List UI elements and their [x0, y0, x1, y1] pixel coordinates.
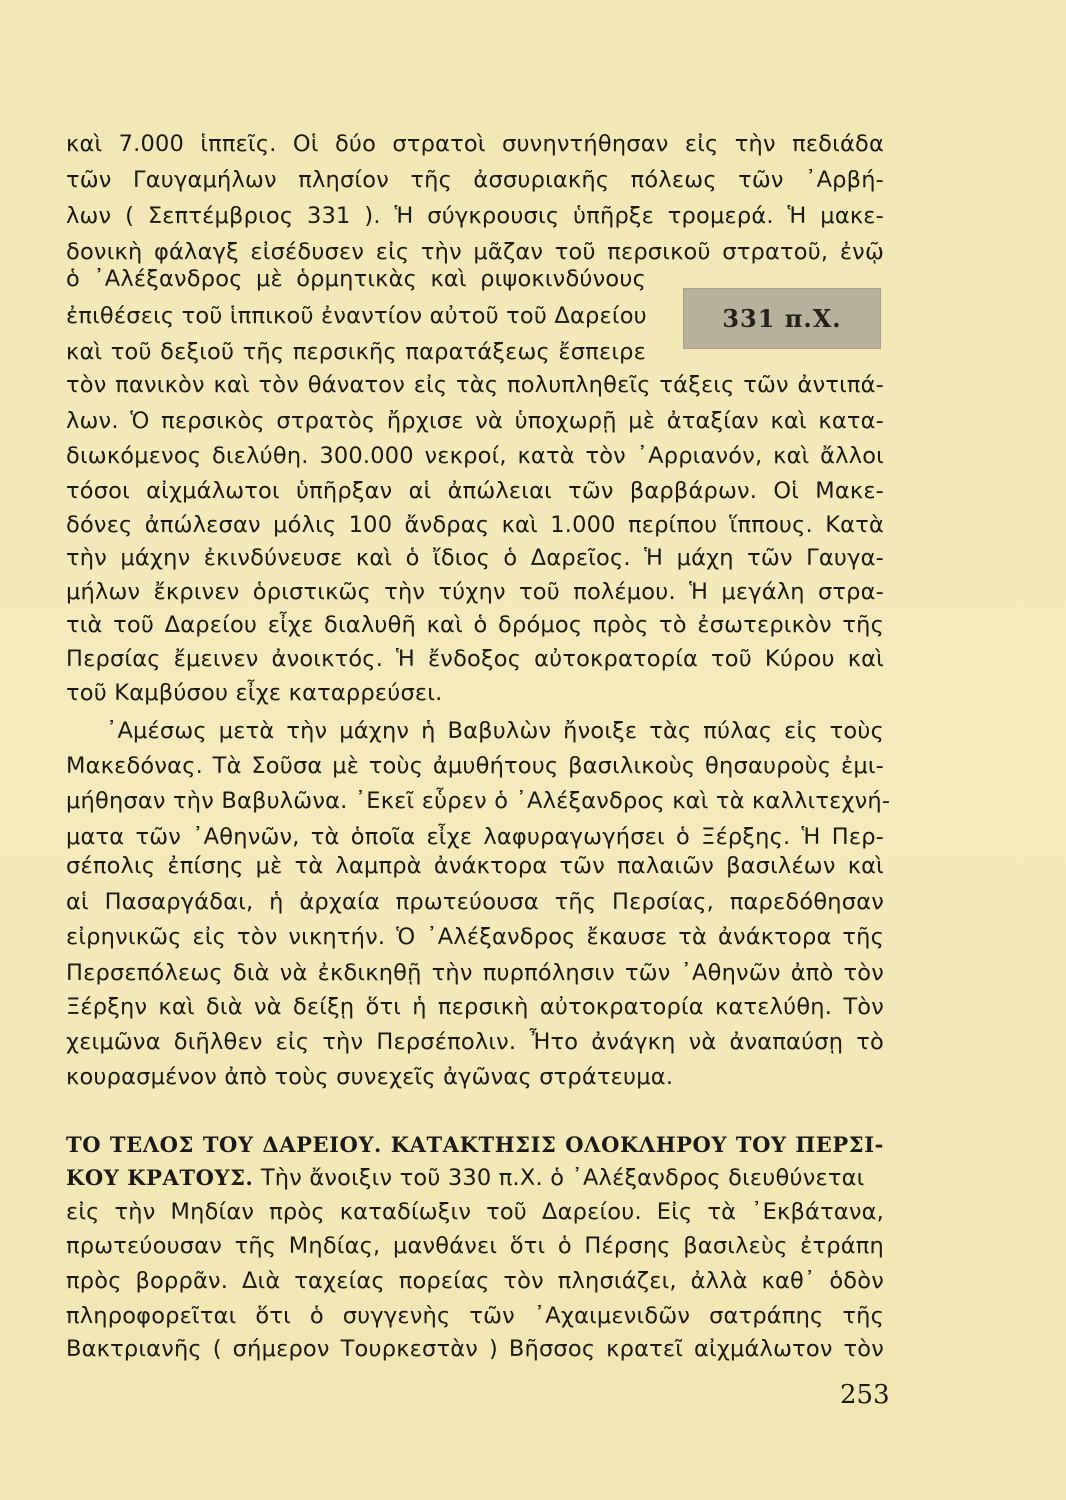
text-line: ἐπιθέσεις τοῦ ἱππικοῦ ἐναντίον αὐτοῦ τοῦ Δαρείου	[66, 303, 647, 329]
text-line: κουρασμένον ἀπὸ τοὺς συνεχεῖς ἀγῶνας στράτευμα.	[66, 1064, 674, 1090]
text-line: Μακεδόνας. Τὰ Σοῦσα μὲ τοὺς ἀμυθήτους βασιλικοὺς θησαυροὺς ἐμι-	[66, 753, 884, 779]
section-heading-end: ΚΟΥ ΚΡΑΤΟΥΣ.	[66, 1165, 254, 1190]
section-first-sentence: Τὴν ἄνοιξιν τοῦ 330 π.Χ. ὁ ᾿Αλέξανδρος διευθύνεται	[253, 1165, 865, 1191]
section-heading-continuation	[66, 1163, 884, 1193]
text-line: πρωτεύουσαν τῆς Μηδίας, μανθάνει ὅτι ὁ Πέρσης βασιλεὺς ἐτράπη	[66, 1233, 884, 1259]
text-line: τοῦ Καμβύσου εἶχε καταρρεύσει.	[66, 680, 443, 706]
text-line: ματα τῶν ᾿Αθηνῶν, τὰ ὁποῖα εἶχε λαφυραγωγήσει ὁ Ξέρξης. Ἡ Περ-	[66, 824, 884, 850]
text-line: τὴν μάχην ἐκινδύνευσε καὶ ὁ ἴδιος ὁ Δαρεῖος. Ἡ μάχη τῶν Γαυγα-	[66, 545, 884, 571]
text-line: τόσοι αἰχμάλωτοι ὑπῆρξαν αἱ ἀπώλειαι τῶν βαρβάρων. Οἱ Μακε-	[66, 478, 884, 504]
text-line: ὁ ᾿Αλέξανδρος μὲ ὁρμητικὰς καὶ ριψοκινδύνους	[66, 266, 646, 292]
margin-date-note: 331 π.Χ.	[722, 304, 842, 333]
text-line: καὶ τοῦ δεξιοῦ τῆς περσικῆς παρατάξεως ἔσπειρε	[66, 339, 646, 365]
text-line: Ξέρξην καὶ διὰ νὰ δείξῃ ὅτι ἡ περσικὴ αὐτοκρατορία κατελύθη. Τὸν	[66, 994, 884, 1020]
text-line: Περσεπόλεως διὰ νὰ ἐκδικηθῇ τὴν πυρπόλησιν τῶν ᾿Αθηνῶν ἀπὸ τὸν	[66, 960, 884, 986]
text-line: πληροφορεῖται ὅτι ὁ συγγενὴς τῶν ᾿Αχαιμενιδῶν σατράπης τῆς	[66, 1303, 884, 1329]
margin-date-box	[683, 288, 881, 349]
text-line: εἰς τὴν Μηδίαν πρὸς καταδίωξιν τοῦ Δαρείου. Εἰς τὰ ᾿Εκβάτανα,	[66, 1199, 884, 1225]
text-line: τῶν Γαυγαμήλων πλησίον τῆς ἀσσυριακῆς πόλεως τῶν ᾿Αρβή-	[66, 167, 884, 193]
text-line: σέπολις ἐπίσης μὲ τὰ λαμπρὰ ἀνάκτορα τῶν παλαιῶν βασιλέων καὶ	[66, 853, 884, 879]
text-line: εἰρηνικῶς εἰς τὸν νικητήν. Ὁ ᾿Αλέξανδρος ἔκαυσε τὰ ἀνάκτορα τῆς	[66, 924, 884, 950]
page-number: 253	[840, 1380, 890, 1410]
text-line: διωκόμενος διελύθη. 300.000 νεκροί, κατὰ τὸν ᾿Αρριανόν, καὶ ἄλλοι	[66, 443, 884, 469]
text-line: τὸν πανικὸν καὶ τὸν θάνατον εἰς τὰς πολυπληθεῖς τάξεις τῶν ἀντιπά-	[66, 372, 884, 398]
text-line: καὶ 7.000 ἱππεῖς. Οἱ δύο στρατοὶ συνηντήθησαν εἰς τὴν πεδιάδα	[66, 131, 884, 157]
section-heading: ΤΟ ΤΕΛΟΣ ΤΟΥ ΔΑΡΕΙΟΥ. ΚΑΤΑΚΤΗΣΙΣ ΟΛΟΚΛΗΡΟΥ ΤΟΥ ΠΕΡΣΙ-	[66, 1132, 884, 1157]
text-line: χειμῶνα διῆλθεν εἰς τὴν Περσέπολιν. Ἦτο ἀνάγκη νὰ ἀναπαύσῃ τὸ	[66, 1029, 884, 1055]
paragraph-first-line: ᾿Αμέσως μετὰ τὴν μάχην ἡ Βαβυλὼν ἤνοιξε τὰς πύλας εἰς τοὺς	[106, 718, 884, 744]
text-line: δονικὴ φάλαγξ εἰσέδυσεν εἰς τὴν μᾶζαν τοῦ περσικοῦ στρατοῦ, ἐνῷ	[66, 239, 884, 265]
text-line: μήλων ἔκρινεν ὁριστικῶς τὴν τύχην τοῦ πολέμου. Ἡ μεγάλη στρα-	[66, 579, 884, 605]
text-line: λων ( Σεπτέμβριος 331 ). Ἡ σύγκρουσις ὑπῆρξε τρομερά. Ἡ μακε-	[66, 203, 884, 229]
text-line: Περσίας ἔμεινεν ἀνοικτός. Ἡ ἔνδοξος αὐτοκρατορία τοῦ Κύρου καὶ	[66, 646, 884, 672]
text-line: πρὸς βορρᾶν. Διὰ ταχείας πορείας τὸν πλησιάζει, ἀλλὰ καθ᾿ ὁδὸν	[66, 1268, 884, 1294]
text-line: μήθησαν τὴν Βαβυλῶνα. ᾿Εκεῖ εὗρεν ὁ ᾿Αλέξανδρος καὶ τὰ καλλιτεχνή-	[66, 788, 891, 814]
text-line: αἱ Πασαργάδαι, ἡ ἀρχαία πρωτεύουσα τῆς Περσίας, παρεδόθησαν	[66, 889, 884, 915]
text-line: δόνες ἀπώλεσαν μόλις 100 ἄνδρας καὶ 1.000 περίπου ἵππους. Κατὰ	[66, 512, 884, 538]
text-line: Βακτριανῆς ( σήμερον Τουρκεστὰν ) Βῆσσος κρατεῖ αἰχμάλωτον τὸν	[66, 1336, 884, 1362]
text-line: λων. Ὁ περσικὸς στρατὸς ἤρχισε νὰ ὑποχωρῇ μὲ ἀταξίαν καὶ κατα-	[66, 408, 884, 434]
text-line: τιὰ τοῦ Δαρείου εἶχε διαλυθῆ καὶ ὁ δρόμος πρὸς τὸ ἐσωτερικὸν τῆς	[66, 612, 884, 638]
